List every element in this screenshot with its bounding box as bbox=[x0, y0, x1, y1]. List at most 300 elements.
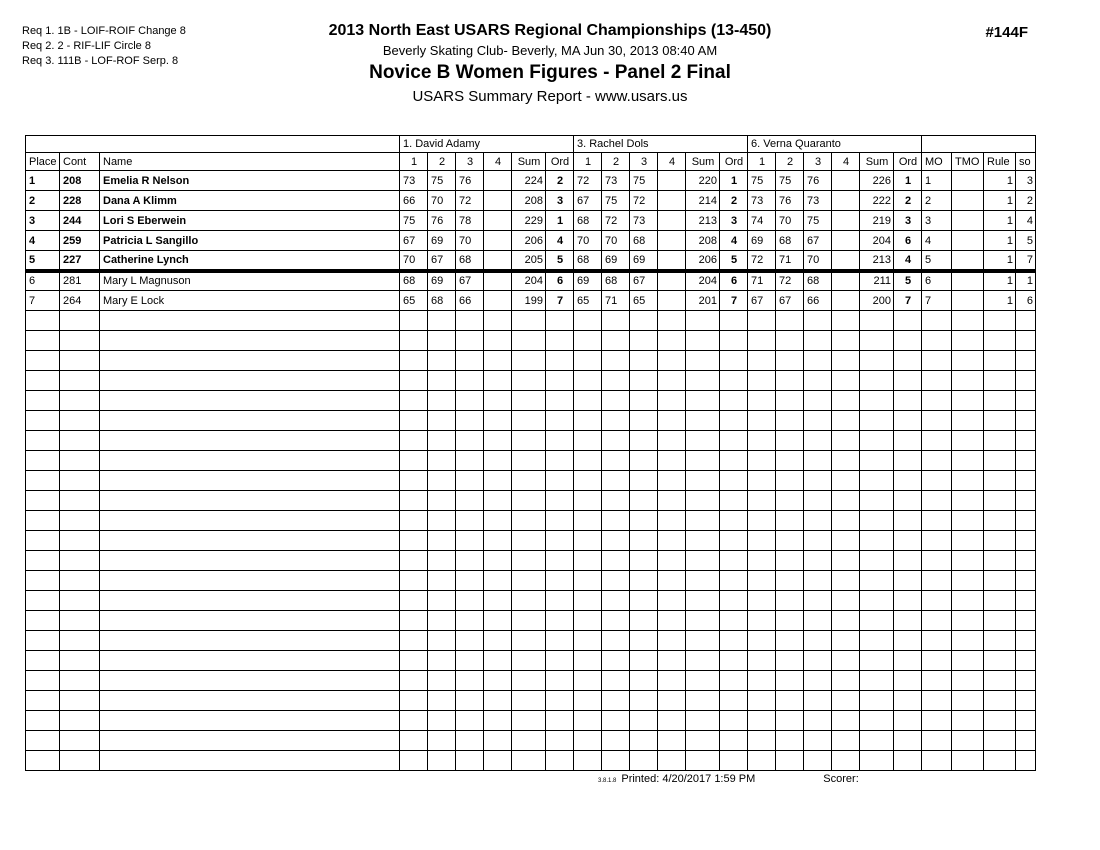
score-cell bbox=[456, 571, 484, 591]
score-cell bbox=[658, 631, 686, 651]
ord-cell bbox=[894, 491, 922, 511]
score-cell bbox=[748, 671, 776, 691]
score-cell bbox=[776, 751, 804, 771]
score-cell: 68 bbox=[456, 251, 484, 271]
cont-cell bbox=[60, 431, 100, 451]
score-cell bbox=[748, 711, 776, 731]
sum-cell bbox=[512, 391, 546, 411]
ord-cell bbox=[894, 651, 922, 671]
score-cell: 72 bbox=[602, 211, 630, 231]
name-cell: Catherine Lynch bbox=[100, 251, 400, 271]
tmo-cell bbox=[952, 491, 984, 511]
score-cell bbox=[832, 451, 860, 471]
ord-cell bbox=[894, 591, 922, 611]
score-cell bbox=[658, 411, 686, 431]
column-header: 4 bbox=[832, 153, 860, 171]
sum-cell bbox=[512, 551, 546, 571]
sum-cell bbox=[686, 531, 720, 551]
score-cell bbox=[630, 311, 658, 331]
name-cell: Patricia L Sangillo bbox=[100, 231, 400, 251]
sum-cell bbox=[686, 551, 720, 571]
so-cell bbox=[1016, 651, 1036, 671]
score-cell bbox=[776, 671, 804, 691]
cont-cell bbox=[60, 411, 100, 431]
score-cell bbox=[630, 651, 658, 671]
rule-cell: 1 bbox=[984, 251, 1016, 271]
score-cell bbox=[428, 331, 456, 351]
score-cell bbox=[456, 591, 484, 611]
score-cell bbox=[630, 451, 658, 471]
table-row bbox=[26, 271, 1036, 291]
score-cell bbox=[602, 431, 630, 451]
sum-cell bbox=[512, 491, 546, 511]
score-cell bbox=[748, 471, 776, 491]
score-cell bbox=[400, 371, 428, 391]
score-cell bbox=[484, 531, 512, 551]
score-cell bbox=[748, 591, 776, 611]
score-cell bbox=[574, 591, 602, 611]
score-cell bbox=[484, 331, 512, 351]
column-header: Sum bbox=[860, 153, 894, 171]
cont-cell bbox=[60, 331, 100, 351]
sum-cell: 224 bbox=[512, 171, 546, 191]
score-cell bbox=[574, 691, 602, 711]
score-cell bbox=[456, 331, 484, 351]
rule-cell bbox=[984, 711, 1016, 731]
score-cell: 73 bbox=[602, 171, 630, 191]
score-cell bbox=[574, 611, 602, 631]
score-cell bbox=[748, 631, 776, 651]
score-cell bbox=[484, 611, 512, 631]
score-cell bbox=[832, 471, 860, 491]
empty-table-row bbox=[26, 551, 1036, 571]
rule-cell bbox=[984, 751, 1016, 771]
ord-cell bbox=[546, 631, 574, 651]
mo-cell: 1 bbox=[922, 171, 952, 191]
score-cell: 72 bbox=[748, 251, 776, 271]
sum-cell bbox=[686, 571, 720, 591]
score-cell bbox=[748, 411, 776, 431]
so-cell: 4 bbox=[1016, 211, 1036, 231]
score-cell bbox=[630, 751, 658, 771]
ord-cell bbox=[720, 351, 748, 371]
empty-table-row bbox=[26, 411, 1036, 431]
tmo-cell bbox=[952, 631, 984, 651]
sum-cell bbox=[512, 631, 546, 651]
ord-cell bbox=[720, 471, 748, 491]
score-cell bbox=[804, 691, 832, 711]
score-cell: 67 bbox=[456, 271, 484, 291]
score-cell bbox=[400, 411, 428, 431]
score-cell bbox=[456, 751, 484, 771]
cont-cell bbox=[60, 631, 100, 651]
mo-cell bbox=[922, 331, 952, 351]
sum-cell: 226 bbox=[860, 171, 894, 191]
score-cell bbox=[748, 611, 776, 631]
ord-cell bbox=[894, 691, 922, 711]
score-cell bbox=[832, 731, 860, 751]
ord-cell: 4 bbox=[546, 231, 574, 251]
ord-cell bbox=[720, 371, 748, 391]
score-cell bbox=[804, 331, 832, 351]
score-cell: 75 bbox=[776, 171, 804, 191]
place-cell bbox=[26, 511, 60, 531]
tmo-cell bbox=[952, 751, 984, 771]
empty-table-row bbox=[26, 311, 1036, 331]
column-header: Ord bbox=[546, 153, 574, 171]
place-cell: 2 bbox=[26, 191, 60, 211]
cont-cell bbox=[60, 471, 100, 491]
ord-cell bbox=[546, 671, 574, 691]
score-cell bbox=[658, 331, 686, 351]
place-cell bbox=[26, 551, 60, 571]
mo-cell bbox=[922, 491, 952, 511]
cont-cell: 259 bbox=[60, 231, 100, 251]
score-cell: 76 bbox=[456, 171, 484, 191]
score-cell bbox=[400, 751, 428, 771]
sum-cell bbox=[512, 471, 546, 491]
score-cell bbox=[832, 271, 860, 291]
rule-cell bbox=[984, 591, 1016, 611]
score-cell: 76 bbox=[804, 171, 832, 191]
championship-title: 2013 North East USARS Regional Championships (13-450) bbox=[328, 22, 772, 39]
score-cell bbox=[804, 751, 832, 771]
sum-cell bbox=[860, 711, 894, 731]
score-cell bbox=[658, 211, 686, 231]
so-cell bbox=[1016, 311, 1036, 331]
column-header: 1 bbox=[574, 153, 602, 171]
score-cell bbox=[400, 711, 428, 731]
sum-cell bbox=[860, 591, 894, 611]
so-cell bbox=[1016, 391, 1036, 411]
name-cell bbox=[100, 691, 400, 711]
score-cell bbox=[456, 551, 484, 571]
score-cell bbox=[574, 551, 602, 571]
place-cell bbox=[26, 391, 60, 411]
ord-cell bbox=[720, 531, 748, 551]
tmo-cell bbox=[952, 611, 984, 631]
score-cell bbox=[428, 431, 456, 451]
score-cell bbox=[400, 311, 428, 331]
score-cell bbox=[832, 371, 860, 391]
name-cell: Mary L Magnuson bbox=[100, 271, 400, 291]
score-cell bbox=[748, 571, 776, 591]
mo-cell bbox=[922, 451, 952, 471]
tmo-cell bbox=[952, 671, 984, 691]
so-cell bbox=[1016, 751, 1036, 771]
score-cell: 65 bbox=[630, 291, 658, 311]
score-cell bbox=[658, 611, 686, 631]
sum-cell bbox=[686, 351, 720, 371]
score-cell: 68 bbox=[428, 291, 456, 311]
score-cell bbox=[776, 471, 804, 491]
score-cell: 72 bbox=[574, 171, 602, 191]
score-cell bbox=[776, 691, 804, 711]
ord-cell bbox=[720, 391, 748, 411]
tmo-cell bbox=[952, 571, 984, 591]
score-cell bbox=[428, 531, 456, 551]
score-cell bbox=[804, 391, 832, 411]
empty-table-row bbox=[26, 691, 1036, 711]
score-cell bbox=[748, 331, 776, 351]
ord-cell bbox=[546, 751, 574, 771]
sum-cell: 222 bbox=[860, 191, 894, 211]
so-cell bbox=[1016, 531, 1036, 551]
score-cell: 68 bbox=[400, 271, 428, 291]
score-cell bbox=[832, 171, 860, 191]
so-cell bbox=[1016, 691, 1036, 711]
score-cell bbox=[776, 651, 804, 671]
so-cell: 5 bbox=[1016, 231, 1036, 251]
sum-cell bbox=[860, 571, 894, 591]
cont-cell bbox=[60, 671, 100, 691]
requirement-line-2: Req 2. 2 - RIF-LIF Circle 8 bbox=[22, 40, 151, 52]
ord-cell: 7 bbox=[894, 291, 922, 311]
score-cell bbox=[630, 691, 658, 711]
score-cell: 67 bbox=[776, 291, 804, 311]
score-cell bbox=[484, 631, 512, 651]
score-cell bbox=[658, 351, 686, 371]
so-cell bbox=[1016, 471, 1036, 491]
sum-cell bbox=[860, 651, 894, 671]
score-cell bbox=[630, 511, 658, 531]
sum-cell bbox=[860, 371, 894, 391]
score-cell bbox=[456, 611, 484, 631]
mo-cell: 4 bbox=[922, 231, 952, 251]
so-cell bbox=[1016, 551, 1036, 571]
place-cell bbox=[26, 491, 60, 511]
cont-cell bbox=[60, 651, 100, 671]
score-cell bbox=[804, 431, 832, 451]
rule-cell bbox=[984, 371, 1016, 391]
ord-cell bbox=[546, 611, 574, 631]
empty-table-row bbox=[26, 471, 1036, 491]
score-cell bbox=[428, 511, 456, 531]
score-cell bbox=[484, 311, 512, 331]
column-header: 4 bbox=[484, 153, 512, 171]
score-cell bbox=[658, 191, 686, 211]
score-cell bbox=[776, 331, 804, 351]
score-cell bbox=[776, 391, 804, 411]
score-cell bbox=[428, 631, 456, 651]
sum-cell bbox=[512, 331, 546, 351]
judge-row-spacer-left bbox=[26, 136, 400, 153]
name-cell bbox=[100, 351, 400, 371]
score-cell bbox=[776, 491, 804, 511]
judge-header-row bbox=[26, 136, 1036, 153]
score-cell bbox=[400, 611, 428, 631]
ord-cell: 3 bbox=[894, 211, 922, 231]
score-cell bbox=[630, 731, 658, 751]
sum-cell: 204 bbox=[686, 271, 720, 291]
score-cell: 67 bbox=[574, 191, 602, 211]
sum-cell bbox=[686, 391, 720, 411]
ord-cell bbox=[894, 451, 922, 471]
score-cell bbox=[832, 691, 860, 711]
score-cell bbox=[484, 671, 512, 691]
score-cell bbox=[832, 751, 860, 771]
score-cell bbox=[804, 311, 832, 331]
ord-cell bbox=[720, 651, 748, 671]
ord-cell: 3 bbox=[720, 211, 748, 231]
place-cell: 1 bbox=[26, 171, 60, 191]
score-cell: 75 bbox=[602, 191, 630, 211]
score-cell bbox=[400, 431, 428, 451]
cont-cell bbox=[60, 451, 100, 471]
sum-cell bbox=[686, 611, 720, 631]
requirements-list bbox=[22, 24, 186, 69]
score-cell bbox=[400, 531, 428, 551]
score-cell: 66 bbox=[804, 291, 832, 311]
rule-cell bbox=[984, 571, 1016, 591]
score-cell bbox=[602, 451, 630, 471]
score-cell bbox=[832, 311, 860, 331]
score-cell bbox=[456, 351, 484, 371]
score-cell bbox=[748, 691, 776, 711]
ord-cell bbox=[894, 511, 922, 531]
place-cell bbox=[26, 651, 60, 671]
score-cell bbox=[602, 651, 630, 671]
score-cell bbox=[484, 391, 512, 411]
cont-cell: 228 bbox=[60, 191, 100, 211]
so-cell bbox=[1016, 731, 1036, 751]
score-cell bbox=[804, 591, 832, 611]
name-cell bbox=[100, 631, 400, 651]
score-cell bbox=[456, 451, 484, 471]
tmo-cell bbox=[952, 591, 984, 611]
mo-cell bbox=[922, 431, 952, 451]
ord-cell bbox=[720, 671, 748, 691]
ord-cell: 4 bbox=[894, 251, 922, 271]
tmo-cell bbox=[952, 531, 984, 551]
mo-cell bbox=[922, 571, 952, 591]
sum-cell bbox=[686, 591, 720, 611]
sum-cell bbox=[686, 671, 720, 691]
tmo-cell bbox=[952, 171, 984, 191]
ord-cell bbox=[546, 651, 574, 671]
so-cell bbox=[1016, 331, 1036, 351]
score-cell bbox=[630, 491, 658, 511]
score-cell bbox=[428, 651, 456, 671]
ord-cell: 6 bbox=[894, 231, 922, 251]
score-cell bbox=[484, 451, 512, 471]
mo-cell bbox=[922, 471, 952, 491]
score-cell bbox=[456, 311, 484, 331]
sum-cell: 204 bbox=[512, 271, 546, 291]
sum-cell bbox=[686, 731, 720, 751]
score-cell bbox=[658, 451, 686, 471]
place-cell bbox=[26, 351, 60, 371]
name-cell bbox=[100, 371, 400, 391]
empty-table-row bbox=[26, 591, 1036, 611]
score-cell bbox=[484, 511, 512, 531]
place-cell bbox=[26, 451, 60, 471]
cont-cell bbox=[60, 351, 100, 371]
ord-cell: 1 bbox=[546, 211, 574, 231]
mo-cell: 6 bbox=[922, 271, 952, 291]
name-cell: Emelia R Nelson bbox=[100, 171, 400, 191]
score-cell bbox=[456, 631, 484, 651]
score-cell bbox=[776, 531, 804, 551]
score-cell bbox=[630, 431, 658, 451]
score-cell bbox=[776, 611, 804, 631]
tmo-cell bbox=[952, 351, 984, 371]
ord-cell: 1 bbox=[720, 171, 748, 191]
column-header: 3 bbox=[804, 153, 832, 171]
score-cell bbox=[400, 631, 428, 651]
score-cell bbox=[400, 451, 428, 471]
so-cell: 3 bbox=[1016, 171, 1036, 191]
results-table bbox=[25, 135, 1036, 771]
ord-cell bbox=[894, 711, 922, 731]
ord-cell: 7 bbox=[546, 291, 574, 311]
name-cell bbox=[100, 311, 400, 331]
score-cell bbox=[658, 551, 686, 571]
mo-cell bbox=[922, 311, 952, 331]
mo-cell: 2 bbox=[922, 191, 952, 211]
ord-cell bbox=[720, 711, 748, 731]
column-header: 1 bbox=[748, 153, 776, 171]
score-cell bbox=[602, 611, 630, 631]
score-cell bbox=[602, 491, 630, 511]
column-header: 2 bbox=[602, 153, 630, 171]
judge-header: 6. Verna Quaranto bbox=[748, 136, 922, 153]
tmo-cell bbox=[952, 431, 984, 451]
score-cell bbox=[748, 351, 776, 371]
name-cell: Dana A Klimm bbox=[100, 191, 400, 211]
tmo-cell bbox=[952, 651, 984, 671]
score-cell bbox=[630, 351, 658, 371]
so-cell bbox=[1016, 451, 1036, 471]
name-cell bbox=[100, 731, 400, 751]
score-cell bbox=[574, 531, 602, 551]
sum-cell: 208 bbox=[686, 231, 720, 251]
score-cell bbox=[832, 511, 860, 531]
rule-cell: 1 bbox=[984, 291, 1016, 311]
score-cell bbox=[428, 711, 456, 731]
event-title: Novice B Women Figures - Panel 2 Final bbox=[369, 62, 731, 83]
column-header: Rule bbox=[984, 153, 1016, 171]
tmo-cell bbox=[952, 551, 984, 571]
mo-cell bbox=[922, 671, 952, 691]
score-cell bbox=[400, 511, 428, 531]
score-cell bbox=[428, 691, 456, 711]
ord-cell bbox=[720, 731, 748, 751]
score-cell bbox=[776, 451, 804, 471]
so-cell bbox=[1016, 511, 1036, 531]
score-cell bbox=[832, 331, 860, 351]
score-cell: 75 bbox=[428, 171, 456, 191]
score-cell: 70 bbox=[574, 231, 602, 251]
score-cell bbox=[484, 291, 512, 311]
sum-cell bbox=[686, 751, 720, 771]
ord-cell bbox=[546, 711, 574, 731]
ord-cell bbox=[894, 551, 922, 571]
score-cell bbox=[602, 591, 630, 611]
sum-cell bbox=[860, 611, 894, 631]
score-cell: 67 bbox=[748, 291, 776, 311]
score-cell bbox=[804, 611, 832, 631]
cont-cell: 281 bbox=[60, 271, 100, 291]
sum-cell: 220 bbox=[686, 171, 720, 191]
score-cell bbox=[804, 351, 832, 371]
score-cell: 73 bbox=[630, 211, 658, 231]
score-cell bbox=[776, 511, 804, 531]
ord-cell bbox=[720, 331, 748, 351]
empty-table-row bbox=[26, 331, 1036, 351]
score-cell bbox=[776, 411, 804, 431]
ord-cell bbox=[720, 571, 748, 591]
